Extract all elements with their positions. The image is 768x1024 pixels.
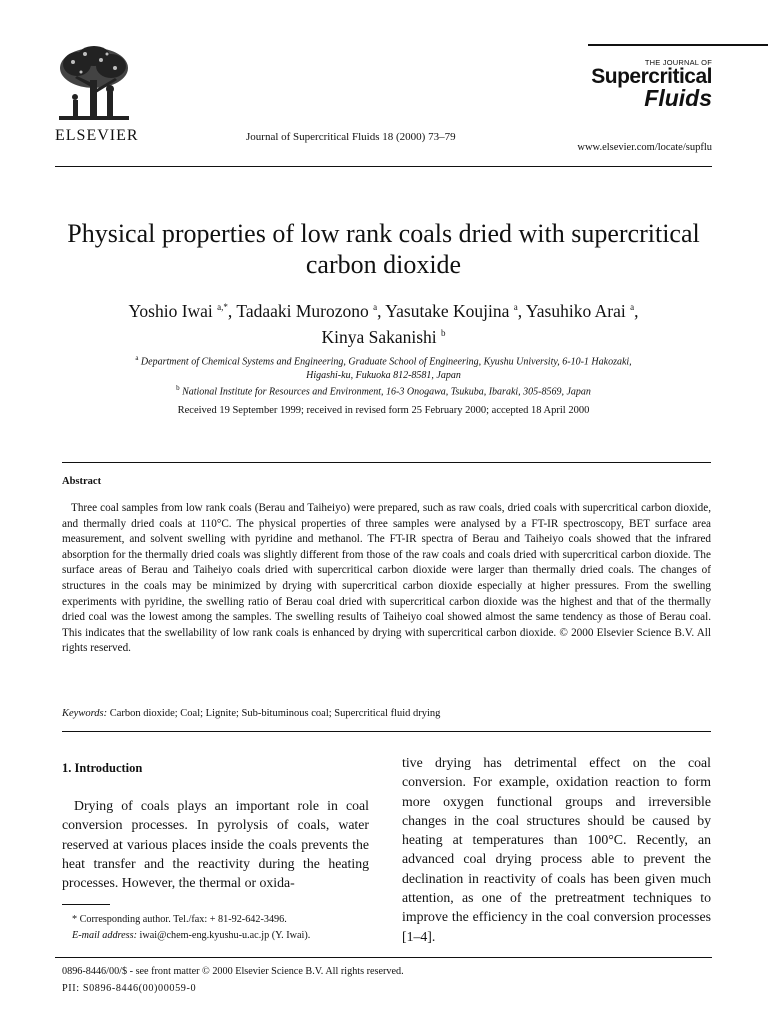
author-line-1: Yoshio Iwai $^{a,*}$, Tadaaki Murozono $^a$, Yasutake Koujina $^a$, Yasuhiko Arai $^a$, <box>128 300 639 321</box>
abstract-bottom-rule <box>62 731 711 732</box>
publisher-name: ELSEVIER <box>55 127 139 144</box>
abstract-top-rule <box>62 462 711 463</box>
pii-identifier: PII: S0896-8446(00)00059-0 <box>62 983 197 994</box>
affiliation-b <box>55 381 712 399</box>
body-column-left: Drying of coals plays an important role in coal conversion processes. In pyrolysis of coals, water reserved at various places inside the coals prevents the heat transfer and the reactivity during the heating processes. However, the thermal or oxida- <box>62 798 369 891</box>
journal-reference: Journal of Supercritical Fluids 18 (2000) 73–79 <box>246 131 456 143</box>
logo-rule <box>588 44 768 46</box>
author-affiliation-mark[interactable]: a <box>373 302 378 312</box>
section-heading: 1. Introduction <box>62 761 143 775</box>
affiliation-b-text: National Institute for Resources and Environment, 16-3 Onogawa, Tsukuba, Ibaraki, 305-8569, Japan <box>182 386 591 398</box>
author-affiliation-mark[interactable]: a <box>630 302 635 312</box>
article-title <box>55 218 712 280</box>
author-name[interactable]: Yasuhiko Arai <box>525 300 626 321</box>
body-column-right: tive drying has detrimental effect on the coal conversion. For example, oxidation reaction to form more oxygen functional groups and irreversible changes in the coal structures should be caused by heating at temperatures than 100°C. Recently, an advanced coal drying process able to prevent the declination in reactivity of coals has been given much attention, as one of the pretreatment techniques to improve the efficiency in the coal conversion processes [1–4]. <box>402 755 711 944</box>
author-name[interactable]: Yoshio Iwai <box>128 300 213 321</box>
affiliation-mark: a <box>135 354 139 362</box>
elsevier-tree-logo <box>55 44 133 128</box>
logo-fluids: Fluids <box>644 85 712 111</box>
footnote <box>62 912 310 944</box>
corresponding-author-note: * Corresponding author. Tel./fax: + 81-92-642-3496. <box>72 914 287 925</box>
author-line-2 <box>55 322 712 348</box>
logo-supercritical: Supercritical <box>591 65 712 88</box>
received-dates: Received 19 September 1999; received in revised form 25 February 2000; accepted 18 April 2000 <box>177 405 590 416</box>
abstract-heading: Abstract <box>62 476 102 487</box>
journal-url[interactable]: www.elsevier.com/locate/supflu <box>577 142 712 153</box>
header-divider <box>55 166 712 167</box>
front-matter-notice: 0896-8446/00/$ - see front matter © 2000 Elsevier Science B.V. All rights reserved. <box>62 966 404 977</box>
author-affiliation-mark[interactable]: a <box>513 302 518 312</box>
affiliation-a-line-1: Department of Chemical Systems and Engineering, Graduate School of Engineering, Kyushu University, 6-10-1 Hakozaki, <box>140 356 632 368</box>
abstract-text: Three coal samples from low rank coals (Berau and Taiheiyo) were prepared, such as raw coals, dried coals with supercritical carbon dioxide, and thermally dried coals at 110°C. The physical properties of three samples were analysed by a FT-IR spectroscopy, BET surface area measurement, and solvent swelling with pyridine and methanol. The FT-IR spectra of Berau and Taiheiyo coals showed that the infrared absorption for the thermally dried coals was slightly different from those of the raw coals and coals dried with supercritical carbon dioxide. The surface areas of Berau and Taiheiyo coals dried with supercritical carbon dioxide were larger than thermally dried coals. The changes of structures in the coals may be minimized by drying with supercritical carbon dioxide especially at higher pressures. From the swelling experiments with pyridine, the swelling ratio of Berau coal dried with supercritical carbon dioxide was the highest and that of the thermally dried coal was the lowest among the samples. The swelling results of Taiheiyo coal showed almost the same tendency as those of Berau coal. This indicates that the swellability of low rank coals is enhanced by drying with supercritical carbon dioxide. © 2000 Elsevier Science B.V. All rights reserved. <box>62 502 711 655</box>
journal-logo <box>588 44 712 109</box>
logo-the-journal-of: THE JOURNAL OF <box>644 58 712 67</box>
author-list <box>55 296 712 348</box>
footer-divider <box>55 957 712 958</box>
title-line-1: Physical properties of low rank coals dried with supercritical <box>67 219 700 248</box>
affiliation-mark: b <box>176 384 180 392</box>
keywords-list: Carbon dioxide; Coal; Lignite; Sub-bituminous coal; Supercritical fluid drying <box>107 708 441 719</box>
affiliation-a-line-2: Higashi-ku, Fukuoka 812-8581, Japan <box>306 370 461 382</box>
footnote-rule <box>62 904 110 905</box>
keywords-label: Keywords: <box>62 708 108 719</box>
author-name[interactable]: Yasutake Koujina <box>385 300 510 321</box>
author-name[interactable]: Kinya Sakanishi <box>321 326 437 347</box>
email-address[interactable]: iwai@chem-eng.kyushu-u.ac.jp (Y. Iwai). <box>137 930 311 941</box>
email-note: E-mail address: iwai@chem-eng.kyushu-u.ac.jp (Y. Iwai). <box>72 930 311 941</box>
author-affiliation-mark[interactable]: b <box>441 327 446 338</box>
title-line-2: carbon dioxide <box>305 250 462 279</box>
author-name[interactable]: Tadaaki Murozono <box>236 300 369 321</box>
author-affiliation-mark[interactable]: a,* <box>217 302 228 312</box>
keywords <box>62 708 440 719</box>
affiliation-a <box>55 351 712 383</box>
